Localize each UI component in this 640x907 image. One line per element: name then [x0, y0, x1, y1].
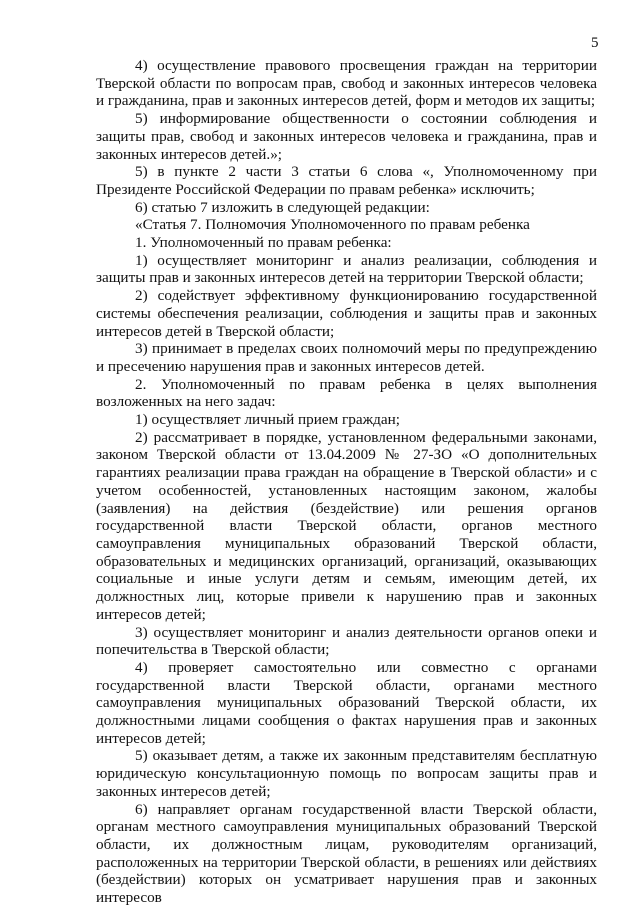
paragraph: 5) оказывает детям, а также их законным представителям бесплатную юридическую консультационную помощь по вопросам защиты прав и законных интересов детей; — [96, 747, 597, 800]
paragraph: 6) статью 7 изложить в следующей редакции: — [135, 198, 430, 216]
paragraph: 1) осуществляет личный прием граждан; — [135, 411, 400, 429]
paragraph: 5) информирование общественности о состоянии соблюдения и защиты прав, свобод и законных интересов человека и гражданина, прав и законных интересов детей.»; — [96, 110, 597, 163]
paragraph: 1) осуществляет мониторинг и анализ реализации, соблюдения и защиты прав и законных интересов детей на территории Тверской области; — [96, 251, 597, 287]
paragraph: 5) в пункте 2 части 3 статьи 6 слова «, Уполномоченному при Президенте Российской Федерации по правам ребенка» исключить; — [96, 163, 597, 198]
paragraph: 3) осуществляет мониторинг и анализ деятельности органов опеки и попечительства в Тверской области; — [96, 623, 597, 659]
paragraph: 4) осуществление правового просвещения граждан на территории Тверской области по вопросам прав, свобод и законных интересов человека и гражданина, прав и законных интересов детей, форм и методов их защиты; — [96, 57, 597, 110]
page-number: 5 — [591, 35, 599, 51]
paragraph: 1. Уполномоченный по правам ребенка: — [135, 234, 392, 252]
document-body — [96, 57, 597, 907]
paragraph: 2) рассматривает в порядке, установленном федеральными законами, законом Тверской области от 13.04.2009 № 27-ЗО «О дополнительных гарантиях реализации права граждан на обращение в Тверской области» и с учетом особенностей, установленных настоящим законом, жалобы (заявления) на действия (бездействие) или решения органов государственной власти Тверской области, органов местного самоуправления муниципальных образований Тверской области, образовательных и медицинских организаций, организаций, оказывающих социальные и иные услуги детям и семьям, имеющим детей, их должностных лиц, которые привели к нарушению прав и законных интересов детей; — [96, 428, 597, 623]
article-heading: «Статья 7. Полномочия Уполномоченного по правам ребенка — [135, 216, 530, 234]
paragraph: 2) содействует эффективному функционированию государственной системы обеспечения реализации, соблюдения и защиты прав и законных интересов детей в Тверской области; — [96, 287, 597, 340]
paragraph: 4) проверяет самостоятельно или совместно с органами государственной власти Тверской области, органами местного самоуправления муниципальных образований Тверской области, их должностными лицами сообщения о фактах нарушения прав и законных интересов детей; — [96, 658, 597, 747]
paragraph: 2. Уполномоченный по правам ребенка в целях выполнения возложенных на него задач: — [96, 375, 597, 411]
paragraph: 6) направляет органам государственной власти Тверской области, органам местного самоуправления муниципальных образований Тверской области, их должностным лицам, руководителям организаций, расположенных на территории Тверской области, в решениях или действиях (бездействии) которых он усматривает нарушения прав и законных интересов — [96, 800, 597, 907]
paragraph: 3) принимает в пределах своих полномочий меры по предупреждению и пресечению нарушения прав и законных интересов детей. — [96, 340, 597, 375]
